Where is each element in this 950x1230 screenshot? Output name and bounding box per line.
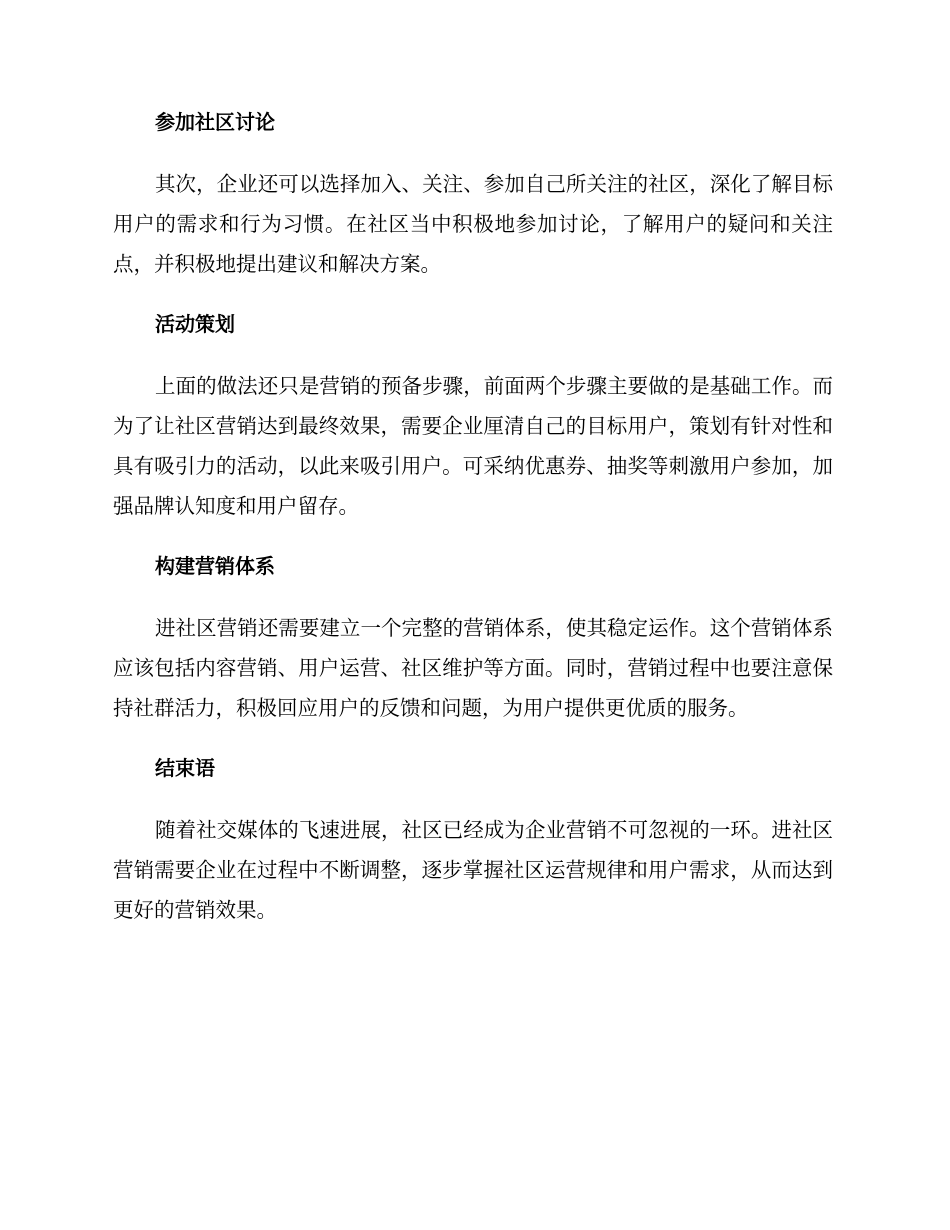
section-heading-marketing-system: 构建营销体系 — [155, 554, 275, 578]
section-heading-conclusion: 结束语 — [155, 756, 215, 780]
section-paragraph-community-discussion: 其次，企业还可以选择加入、关注、参加自己所关注的社区，深化了解目标用户的需求和行为习惯。在社区当中积极地参加讨论，了解用户的疑问和关注点，并积极地提出建议和解决方案。 — [113, 172, 833, 276]
section-paragraph-marketing-system: 进社区营销还需要建立一个完整的营销体系，使其稳定运作。这个营销体系应该包括内容营销、用户运营、社区维护等方面。同时，营销过程中也要注意保持社群活力，积极回应用户的反馈和问题，为用户提供更优质的服务。 — [113, 616, 833, 720]
section-paragraph-event-planning: 上面的做法还只是营销的预备步骤，前面两个步骤主要做的是基础工作。而为了让社区营销达到最终效果，需要企业厘清自己的目标用户，策划有针对性和具有吸引力的活动，以此来吸引用户。可采纳优惠券、抽奖等刺激用户参加，加强品牌认知度和用户留存。 — [113, 374, 833, 518]
section-heading-event-planning: 活动策划 — [155, 312, 235, 336]
section-paragraph-conclusion: 随着社交媒体的飞速进展，社区已经成为企业营销不可忽视的一环。进社区营销需要企业在过程中不断调整，逐步掌握社区运营规律和用户需求，从而达到更好的营销效果。 — [113, 818, 833, 922]
document-body — [113, 108, 833, 930]
section-heading-community-discussion: 参加社区讨论 — [155, 110, 275, 134]
